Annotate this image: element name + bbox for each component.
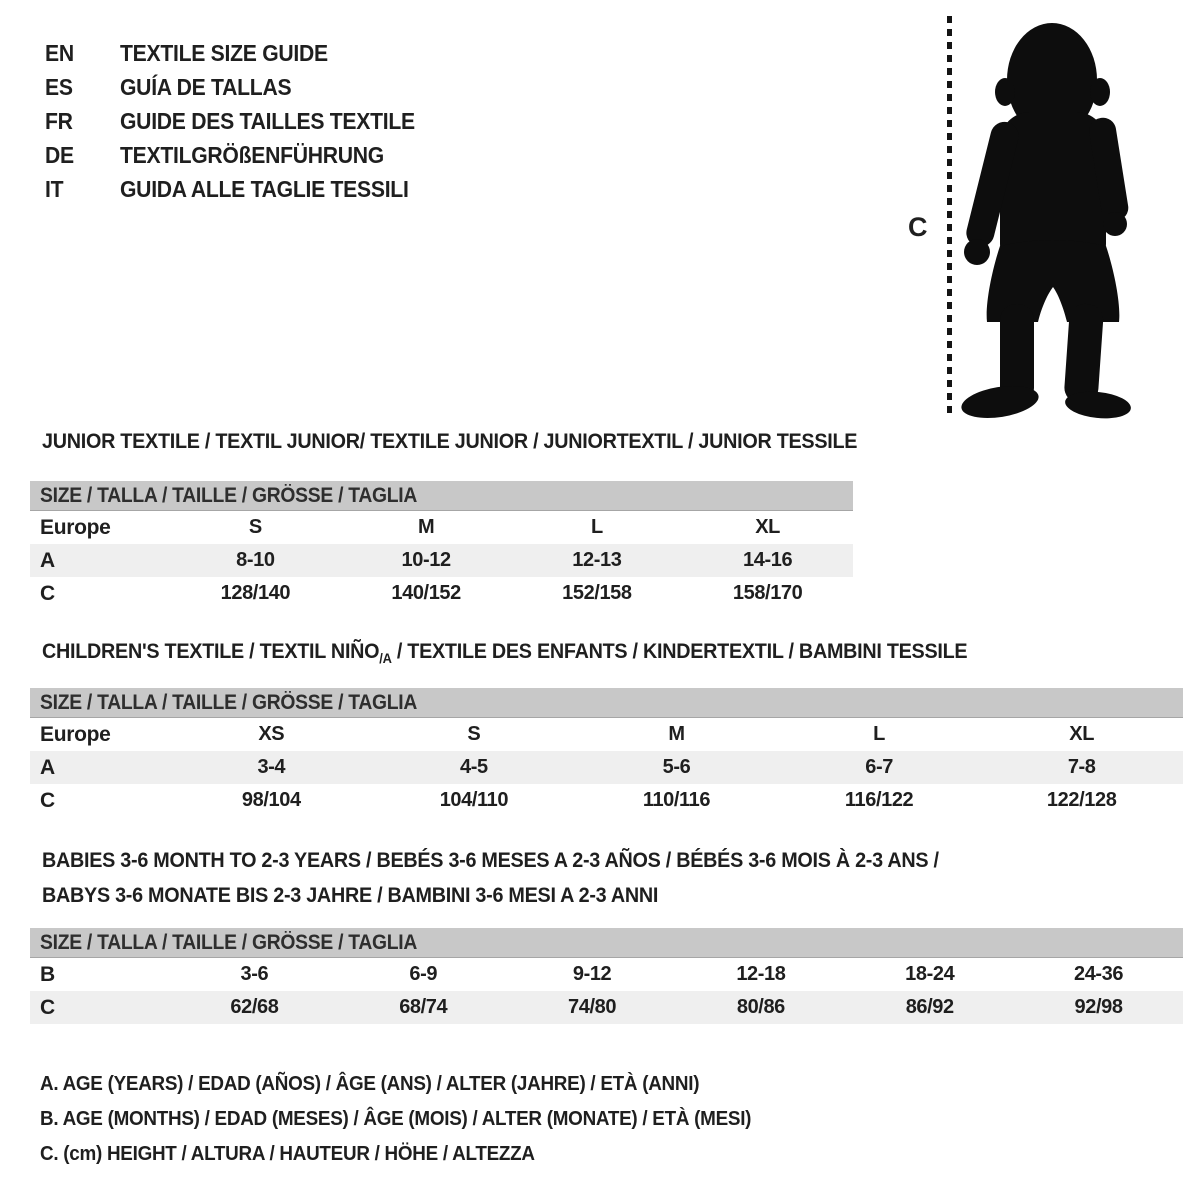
legend-line-c: C. (cm) HEIGHT / ALTURA / HAUTEUR / HÖHE / ALTEZZA (40, 1142, 535, 1165)
babies-section-title-line2: BABYS 3-6 MONATE BIS 2-3 JAHRE / BAMBINI 3-6 MESI A 2-3 ANNI (42, 883, 659, 907)
table-row-age-months (30, 958, 1183, 991)
cell-value: 98/104 (241, 789, 301, 811)
guide-title-es: GUÍA DE TALLAS (120, 73, 292, 100)
cell-value: 24-36 (1073, 963, 1124, 985)
size-header-bar: SIZE / TALLA / TAILLE / GRÖSSE / TAGLIA (30, 481, 853, 511)
cell-value: 140/152 (391, 582, 461, 604)
guide-title-en: TEXTILE SIZE GUIDE (120, 39, 328, 66)
babies-size-table (30, 928, 1183, 1024)
cell-value: 6-7 (865, 756, 893, 778)
legend-line-b: B. AGE (MONTHS) / EDAD (MESES) / ÂGE (MOIS) / ALTER (MONATE) / ETÀ (MESI) (40, 1107, 752, 1130)
size-header-bar: SIZE / TALLA / TAILLE / GRÖSSE / TAGLIA (30, 688, 1183, 718)
row-label: A (40, 548, 55, 572)
table-row-europe (30, 718, 1183, 751)
height-measure-dotted-line (947, 16, 952, 418)
cell-value: 128/140 (220, 582, 291, 604)
language-code: DE (45, 141, 74, 168)
cell-value: 3-6 (240, 963, 269, 985)
cell-value: 7-8 (1067, 756, 1096, 778)
language-row-es (45, 70, 441, 104)
children-size-table (30, 688, 1183, 817)
row-label: C (40, 788, 55, 812)
table-row-height-cm (30, 784, 1183, 817)
junior-size-table (30, 481, 853, 610)
cell-value: 62/68 (230, 996, 279, 1018)
cell-value: 8-10 (236, 549, 275, 571)
cell-value: S (467, 723, 481, 745)
language-row-it (45, 172, 441, 206)
row-label: B (40, 962, 55, 986)
cell-value: 122/128 (1046, 789, 1117, 811)
cell-value: XS (258, 723, 285, 745)
row-label: A (40, 755, 55, 779)
guide-title-it: GUIDA ALLE TAGLIE TESSILI (120, 175, 409, 202)
cell-value: 74/80 (568, 996, 617, 1018)
height-marker-label: C (908, 212, 928, 242)
language-code: FR (45, 107, 73, 134)
language-row-fr (45, 104, 441, 138)
cell-value: 80/86 (736, 996, 785, 1018)
children-section-title: CHILDREN'S TEXTILE / TEXTIL $NIÑO_{/A}$ / TEXTILE DES ENFANTS / KINDERTEXTIL / BAMBINI TESSILE (42, 639, 968, 666)
table-row-age-years (30, 544, 853, 577)
cell-value: M (668, 723, 685, 745)
cell-value: 4-5 (460, 756, 488, 778)
guide-title-fr: GUIDE DES TAILLES TEXTILE (120, 107, 415, 134)
table-row-height-cm (30, 577, 853, 610)
language-code: ES (45, 73, 73, 100)
cell-value: 110/116 (642, 789, 711, 811)
row-label: C (40, 995, 55, 1019)
cell-value: 9-12 (572, 963, 612, 985)
cell-value: S (248, 516, 262, 538)
cell-value: M (417, 516, 435, 538)
babies-section-title-line1: BABIES 3-6 MONTH TO 2-3 YEARS / BEBÉS 3-6 MESES A 2-3 AÑOS / BÉBÉS 3-6 MOIS À 2-3 ANS / (42, 848, 939, 872)
table-row-age-years (30, 751, 1183, 784)
cell-value: 18-24 (905, 963, 955, 985)
cell-value: 6-9 (409, 963, 438, 985)
language-title-list (45, 36, 441, 206)
cell-value: 92/98 (1074, 996, 1123, 1018)
cell-value: 68/74 (399, 996, 448, 1018)
language-code: IT (45, 175, 64, 202)
table-row-height-cm (30, 991, 1183, 1024)
cell-value: 152/158 (562, 582, 632, 604)
language-row-de (45, 138, 441, 172)
size-header-bar: SIZE / TALLA / TAILLE / GRÖSSE / TAGLIA (30, 928, 1183, 958)
legend-line-a: A. AGE (YEARS) / EDAD (AÑOS) / ÂGE (ANS) / ALTER (JAHRE) / ETÀ (ANNI) (40, 1072, 700, 1095)
cell-value: 86/92 (905, 996, 954, 1018)
row-label: Europe (40, 515, 111, 539)
language-row-en (45, 36, 441, 70)
cell-value: L (590, 516, 603, 538)
cell-value: L (873, 723, 885, 745)
cell-value: 12-13 (572, 549, 622, 571)
cell-value: 5-6 (662, 756, 691, 778)
table-row-europe (30, 511, 853, 544)
cell-value: 14-16 (743, 549, 793, 571)
cell-value: 10-12 (401, 549, 451, 571)
cell-value: 3-4 (257, 756, 286, 778)
nino-a-subscript: /A (379, 650, 392, 666)
cell-value: 158/170 (732, 582, 803, 604)
cell-value: XL (755, 516, 780, 538)
row-label: C (40, 581, 55, 605)
language-code: EN (45, 39, 74, 66)
cell-value: 104/110 (439, 789, 509, 811)
cell-value: 116/122 (844, 789, 914, 811)
cell-value: XL (1069, 723, 1095, 745)
guide-title-de: TEXTILGRÖßENFÜHRUNG (120, 141, 384, 168)
cell-value: 12-18 (736, 963, 786, 985)
row-label: Europe (40, 722, 111, 746)
junior-section-title: JUNIOR TEXTILE / TEXTIL JUNIOR/ TEXTILE JUNIOR / JUNIORTEXTIL / JUNIOR TESSILE (42, 429, 858, 453)
toddler-silhouette (958, 12, 1154, 420)
